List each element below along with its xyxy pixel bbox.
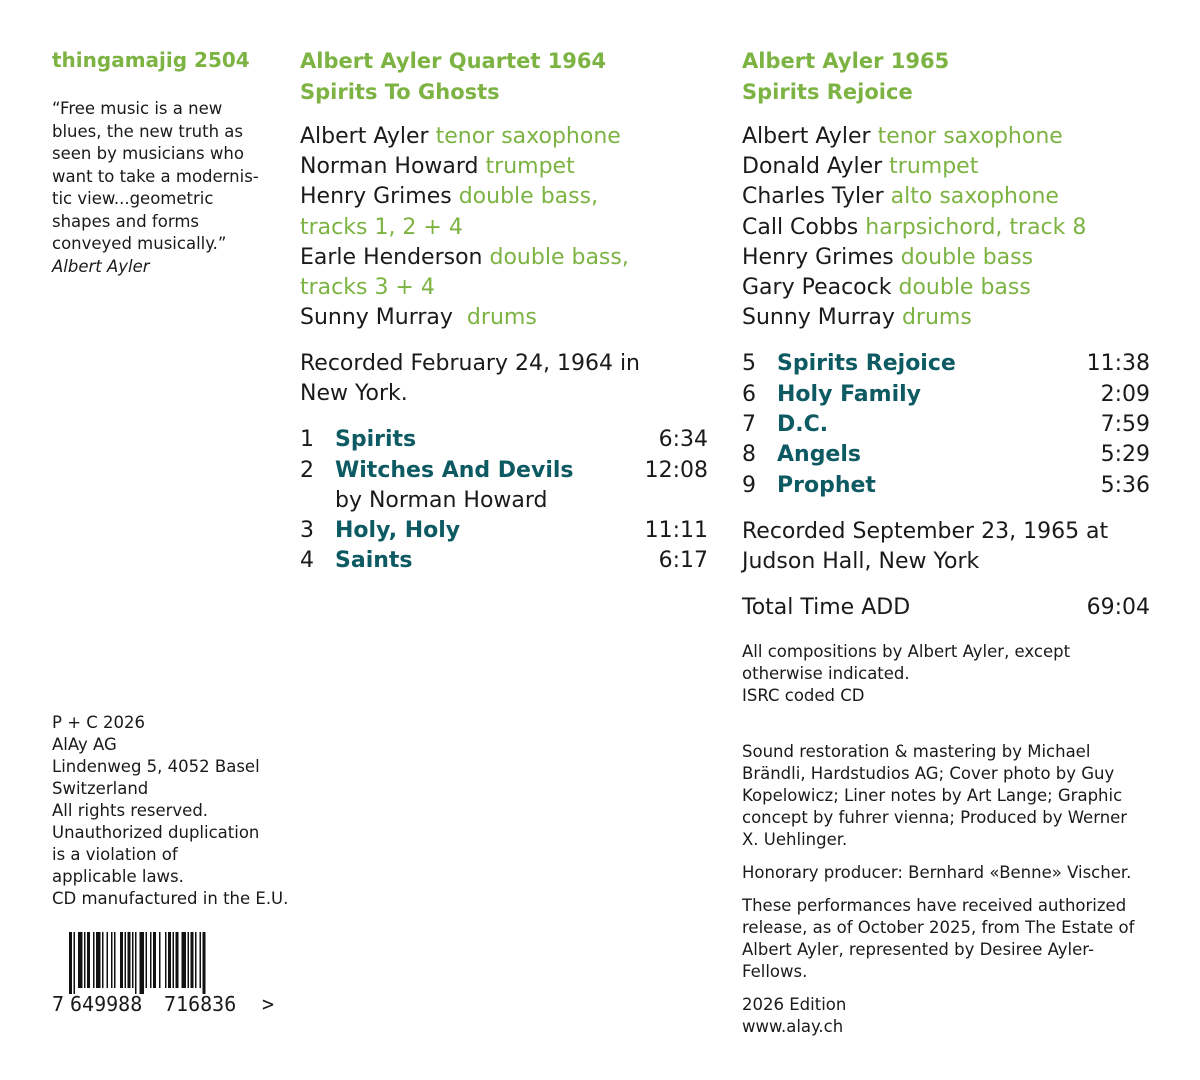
album-subtitle-line: Spirits To Ghosts <box>300 80 500 104</box>
track-title: Spirits Rejoice <box>777 351 956 377</box>
musician-instrument: double bass, <box>489 244 629 270</box>
barcode-bar <box>182 932 187 988</box>
musician-instrument: trumpet <box>889 154 979 180</box>
barcode-bar <box>114 932 116 988</box>
barcode-digits <box>52 992 282 1016</box>
musician-name: Earle Henderson <box>300 244 483 270</box>
note-line: otherwise indicated. <box>742 663 910 683</box>
musician-name: Call Cobbs <box>742 214 859 240</box>
barcode-bar <box>111 932 113 988</box>
barcode <box>52 932 282 1016</box>
musician <box>300 182 708 212</box>
barcode-bar <box>93 932 95 988</box>
track-number: 7 <box>742 412 756 438</box>
track-number: 2 <box>300 457 314 483</box>
track-row <box>742 440 1150 470</box>
track-row <box>742 471 1150 501</box>
barcode-left-group: 649988 <box>70 992 143 1016</box>
barcode-bar <box>159 932 161 988</box>
barcode-bar <box>96 932 101 988</box>
barcode-bar <box>188 932 190 988</box>
track-number: 5 <box>742 351 756 377</box>
barcode-bar <box>146 932 148 988</box>
musician-name: Albert Ayler <box>300 124 429 149</box>
track-number: 9 <box>742 472 756 498</box>
album-2 <box>742 46 1150 1038</box>
quote-line: “Free music is a new <box>52 99 223 118</box>
legal-line: P + C 2026 <box>52 713 146 732</box>
musician-name: Norman Howard <box>300 154 479 180</box>
barcode-bar <box>87 932 90 988</box>
quote-line: conveyed musically.” <box>52 234 227 253</box>
musician-instrument: drums <box>459 305 537 331</box>
recorded-line: Recorded September 23, 1965 at <box>742 518 1109 544</box>
album-2-recorded <box>742 517 1150 577</box>
musician-instrument: double bass, <box>458 184 599 210</box>
production-credits <box>742 741 1150 851</box>
track-title: Holy Family <box>777 381 921 407</box>
track-duration: 5:29 <box>1100 442 1150 468</box>
quote-line: tic view...geometric <box>52 189 214 208</box>
musician-name: Sunny Murray <box>300 305 453 331</box>
left-column <box>52 48 282 278</box>
track-duration: 12:08 <box>644 457 708 483</box>
edition-block <box>742 994 1150 1038</box>
track-row <box>742 410 1150 440</box>
musician-instrument: tenor saxophone <box>877 124 1063 149</box>
credits-line: concept by fuhrer vienna; Produced by Werner <box>742 807 1128 827</box>
quote <box>52 98 282 278</box>
legal-line: All rights reserved. <box>52 801 209 820</box>
track-number: 4 <box>300 548 314 574</box>
musician-instrument: double bass <box>898 275 1031 301</box>
musician <box>300 152 708 182</box>
catalog-number: thingamajig 2504 <box>52 48 250 72</box>
musician <box>742 182 1150 212</box>
barcode-bar <box>176 932 179 988</box>
recorded-line: Recorded February 24, 1964 in <box>300 351 641 377</box>
legal-line: Unauthorized duplication <box>52 823 260 842</box>
album-1-musicians <box>300 122 708 333</box>
quote-line: shapes and forms <box>52 211 199 231</box>
barcode-first-digit: 7 <box>52 992 65 1016</box>
musician-name: Albert Ayler <box>742 124 871 149</box>
album-2-musicians <box>742 122 1150 333</box>
edition-label: 2026 Edition <box>742 994 847 1014</box>
track-row <box>742 349 1150 379</box>
release-note <box>742 895 1150 983</box>
total-time-label: Total Time ADD <box>742 594 911 620</box>
barcode-bar <box>78 932 83 988</box>
barcode-bar <box>102 932 104 988</box>
track-duration: 5:36 <box>1100 472 1150 498</box>
barcode-bar <box>69 932 72 994</box>
quote-line: want to take a modernis- <box>52 166 259 186</box>
recorded-line: New York. <box>300 381 408 407</box>
album-2-tracklist <box>742 349 1150 500</box>
track-title: Spirits <box>335 427 417 453</box>
track-row <box>742 380 1150 410</box>
legal-line: AlAy AG <box>52 735 117 754</box>
musician <box>300 122 708 152</box>
track-title: Witches And Devils <box>335 457 574 483</box>
musician-instrument: tenor saxophone <box>435 124 621 149</box>
barcode-bar <box>128 932 131 988</box>
credits-line: Kopelowicz; Liner notes by Art Lange; Graphic <box>742 785 1123 805</box>
barcode-right-group: 716836 <box>164 992 237 1016</box>
track-duration: 7:59 <box>1100 412 1150 438</box>
note-line: ISRC coded CD <box>742 685 865 705</box>
track-row <box>300 425 708 455</box>
barcode-bar <box>173 932 175 988</box>
album-1-tracklist <box>300 425 708 576</box>
compositions-note <box>742 641 1150 707</box>
track-title: D.C. <box>777 412 829 438</box>
release-line: These performances have received authorized <box>742 895 1127 915</box>
musician <box>742 213 1150 243</box>
legal-line: applicable laws. <box>52 867 184 886</box>
musician <box>300 303 708 333</box>
release-line: release, as of October 2025, from The Estate of <box>742 917 1135 937</box>
musician-name: Gary Peacock <box>742 275 892 301</box>
album-title-line: Albert Ayler 1965 <box>742 49 950 73</box>
legal-line: is a violation of <box>52 845 178 864</box>
barcode-bars <box>52 932 252 994</box>
track-title: Angels <box>777 442 861 468</box>
musician-name: Charles Tyler <box>742 184 884 210</box>
track-duration: 11:11 <box>644 518 708 544</box>
musician-instrument-note: tracks 1, 2 + 4 <box>300 214 463 240</box>
honorary-line: Honorary producer: Bernhard «Benne» Vischer. <box>742 862 1132 882</box>
barcode-bar <box>74 932 76 994</box>
musician-name: Sunny Murray <box>742 305 895 331</box>
musician-instrument: double bass <box>900 244 1034 270</box>
total-time-value: 69:04 <box>1086 594 1150 620</box>
musician <box>742 152 1150 182</box>
quote-line: blues, the new truth as <box>52 121 244 141</box>
credits-line: X. Uehlinger. <box>742 829 848 849</box>
track-duration: 6:17 <box>658 548 708 574</box>
musician-name: Henry Grimes <box>742 244 894 270</box>
musician <box>742 243 1150 273</box>
quote-line: seen by musicians who <box>52 144 244 163</box>
musician-instrument: harpsichord, track 8 <box>865 214 1087 240</box>
musician <box>742 122 1150 152</box>
barcode-bar <box>195 932 197 988</box>
album-title-line: Albert Ayler Quartet 1964 <box>300 49 607 73</box>
musician <box>742 303 1150 333</box>
track-title: Saints <box>335 548 413 574</box>
note-line: All compositions by Albert Ayler, except <box>742 641 1071 661</box>
musician-instrument: drums <box>901 305 972 331</box>
barcode-bar <box>200 932 202 988</box>
track-row <box>300 516 708 546</box>
barcode-bar <box>107 932 109 988</box>
barcode-bar <box>191 932 194 988</box>
barcode-bar <box>168 932 171 988</box>
track-duration: 2:09 <box>1100 381 1150 407</box>
barcode-arrow: > <box>262 992 275 1016</box>
track-credit: by Norman Howard <box>335 488 548 514</box>
barcode-bar <box>165 932 167 988</box>
track-row <box>300 456 708 486</box>
musician <box>742 273 1150 303</box>
track-row <box>300 546 708 576</box>
album-1-recorded <box>300 349 708 409</box>
credits-line: Sound restoration & mastering by Michael <box>742 741 1091 761</box>
musician-name: Donald Ayler <box>742 154 883 180</box>
track-number: 6 <box>742 381 756 407</box>
track-duration: 11:38 <box>1086 351 1150 377</box>
barcode-bar <box>84 932 86 988</box>
barcode-bar <box>125 932 127 988</box>
barcode-bar <box>132 932 134 988</box>
musician-instrument: alto saxophone <box>890 184 1059 210</box>
musician-instrument: trumpet <box>485 154 575 180</box>
album-2-title <box>742 46 1150 108</box>
release-line: Albert Ayler, represented by Desiree Ayler-Fellows. <box>742 939 1094 981</box>
recorded-line: Judson Hall, New York <box>742 548 980 574</box>
track-number: 3 <box>300 518 314 544</box>
musician-name: Henry Grimes <box>300 184 452 210</box>
album-1 <box>300 46 708 593</box>
legal-line: Lindenweg 5, 4052 Basel <box>52 757 260 776</box>
barcode-bar <box>135 932 137 994</box>
credits-line: Brändli, Hardstudios AG; Cover photo by Guy <box>742 763 1115 783</box>
total-time <box>742 593 1150 623</box>
musician-instrument-note: tracks 3 + 4 <box>300 275 435 301</box>
barcode-bar <box>140 932 145 994</box>
legal-line: Switzerland <box>52 779 149 798</box>
track-title: Prophet <box>777 472 876 498</box>
track-title: Holy, Holy <box>335 518 461 544</box>
honorary-producer <box>742 862 1150 884</box>
barcode-bar <box>203 932 206 994</box>
barcode-bar <box>120 932 123 988</box>
barcode-bar <box>150 932 152 988</box>
track-duration: 6:34 <box>658 427 708 453</box>
quote-author: Albert Ayler <box>52 256 150 276</box>
track-number: 8 <box>742 442 756 468</box>
track-number: 1 <box>300 427 314 453</box>
album-subtitle-line: Spirits Rejoice <box>742 80 913 104</box>
legal-notice <box>52 712 292 910</box>
album-1-title <box>300 46 708 108</box>
musician <box>300 243 708 273</box>
barcode-bar <box>153 932 156 988</box>
website-link[interactable]: www.alay.ch <box>742 1016 844 1036</box>
legal-line: CD manufactured in the E.U. <box>52 889 289 908</box>
